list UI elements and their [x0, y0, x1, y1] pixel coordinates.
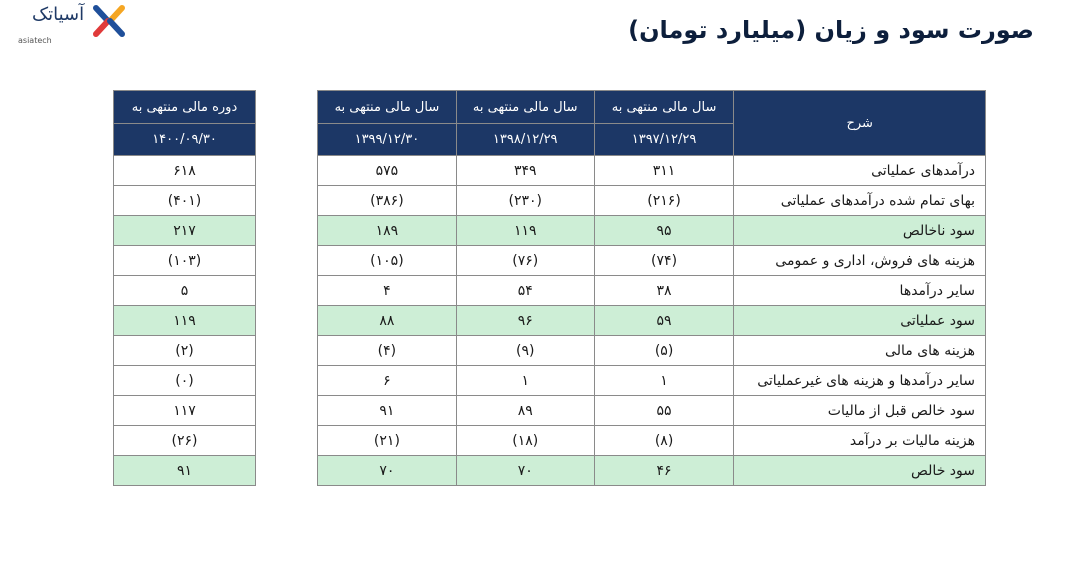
- cell-value: ۵۴: [456, 276, 594, 306]
- table-row: [114, 456, 256, 486]
- cell-value: ۷۰: [318, 456, 457, 486]
- cell-value: ۶۱۸: [114, 156, 256, 186]
- table-row: [114, 396, 256, 426]
- asiatech-logo: [8, 2, 128, 44]
- table-row: [318, 216, 986, 246]
- table-row: [114, 306, 256, 336]
- row-desc: هزینه های مالی: [734, 336, 986, 366]
- table-row: [318, 156, 986, 186]
- cell-value: ۵۹: [594, 306, 734, 336]
- cell-value: (۴۰۱): [114, 186, 256, 216]
- cell-value: ۱۱۹: [114, 306, 256, 336]
- interim-period-table: [113, 90, 256, 486]
- cell-value: ۸۸: [318, 306, 457, 336]
- table-row: [318, 276, 986, 306]
- cell-value: (۱۰۵): [318, 246, 457, 276]
- table-row: [114, 366, 256, 396]
- table-row: [114, 186, 256, 216]
- cell-value: (۹): [456, 336, 594, 366]
- row-desc: هزینه های فروش، اداری و عمومی: [734, 246, 986, 276]
- row-desc: سود عملیاتی: [734, 306, 986, 336]
- cell-value: ۴: [318, 276, 457, 306]
- row-desc: سایر درآمدها: [734, 276, 986, 306]
- cell-value: ۴۶: [594, 456, 734, 486]
- row-desc: هزینه مالیات بر درآمد: [734, 426, 986, 456]
- cell-value: ۳۱۱: [594, 156, 734, 186]
- cell-value: ۵۷۵: [318, 156, 457, 186]
- cell-value: ۱۸۹: [318, 216, 457, 246]
- cell-value: ۱۱۷: [114, 396, 256, 426]
- cell-value: ۸۹: [456, 396, 594, 426]
- row-desc: سایر درآمدها و هزینه های غیرعملیاتی: [734, 366, 986, 396]
- table-row: [318, 306, 986, 336]
- brand-name: آسیاتک: [32, 4, 85, 25]
- cell-value: ۱۱۹: [456, 216, 594, 246]
- cell-value: (۸): [594, 426, 734, 456]
- cell-value: (۲۱): [318, 426, 457, 456]
- cell-value: ۷۰: [456, 456, 594, 486]
- cell-value: (۵): [594, 336, 734, 366]
- cell-value: (۲۶): [114, 426, 256, 456]
- cell-value: ۵۵: [594, 396, 734, 426]
- cell-value: ۱: [456, 366, 594, 396]
- col-header-label: سال مالی منتهی به: [594, 91, 734, 124]
- table-row: [318, 456, 986, 486]
- row-desc: سود خالص: [734, 456, 986, 486]
- col-header-date: ۱۳۹۹/۱۲/۳۰: [318, 124, 457, 156]
- cell-value: ۱: [594, 366, 734, 396]
- cell-value: ۹۵: [594, 216, 734, 246]
- table-row: [318, 336, 986, 366]
- table-row: [114, 276, 256, 306]
- cell-value: (۳۸۶): [318, 186, 457, 216]
- col-header-label: سال مالی منتهی به: [456, 91, 594, 124]
- side-header-date: ۱۴۰۰/۰۹/۳۰: [114, 124, 256, 156]
- table-row: [318, 366, 986, 396]
- cell-value: (۲): [114, 336, 256, 366]
- table-row: [114, 156, 256, 186]
- table-row: [114, 216, 256, 246]
- x-logo-icon: [92, 4, 126, 38]
- table-row: [318, 396, 986, 426]
- cell-value: (۴): [318, 336, 457, 366]
- col-header-date: ۱۳۹۸/۱۲/۲۹: [456, 124, 594, 156]
- row-desc: درآمدهای عملیاتی: [734, 156, 986, 186]
- cell-value: (۲۱۶): [594, 186, 734, 216]
- table-row: [114, 246, 256, 276]
- desc-header: شرح: [734, 91, 986, 156]
- table-row: [114, 336, 256, 366]
- cell-value: (۰): [114, 366, 256, 396]
- row-desc: بهای تمام شده درآمدهای عملیاتی: [734, 186, 986, 216]
- row-desc: سود ناخالص: [734, 216, 986, 246]
- cell-value: ۹۱: [114, 456, 256, 486]
- brand-sub: asiatech: [18, 36, 52, 45]
- cell-value: (۱۰۳): [114, 246, 256, 276]
- table-row: [318, 246, 986, 276]
- row-desc: سود خالص قبل از مالیات: [734, 396, 986, 426]
- cell-value: ۲۱۷: [114, 216, 256, 246]
- col-header-date: ۱۳۹۷/۱۲/۲۹: [594, 124, 734, 156]
- table-row: [318, 426, 986, 456]
- cell-value: ۳۸: [594, 276, 734, 306]
- cell-value: (۷۶): [456, 246, 594, 276]
- cell-value: ۹۱: [318, 396, 457, 426]
- cell-value: (۲۳۰): [456, 186, 594, 216]
- cell-value: ۹۶: [456, 306, 594, 336]
- cell-value: ۳۴۹: [456, 156, 594, 186]
- income-statement-table: [317, 90, 986, 486]
- table-row: [318, 186, 986, 216]
- page-title: صورت سود و زیان (میلیارد تومان): [628, 16, 1034, 44]
- cell-value: ۵: [114, 276, 256, 306]
- cell-value: (۷۴): [594, 246, 734, 276]
- cell-value: ۶: [318, 366, 457, 396]
- table-row: [114, 426, 256, 456]
- cell-value: (۱۸): [456, 426, 594, 456]
- side-header-label: دوره مالی منتهی به: [114, 91, 256, 124]
- col-header-label: سال مالی منتهی به: [318, 91, 457, 124]
